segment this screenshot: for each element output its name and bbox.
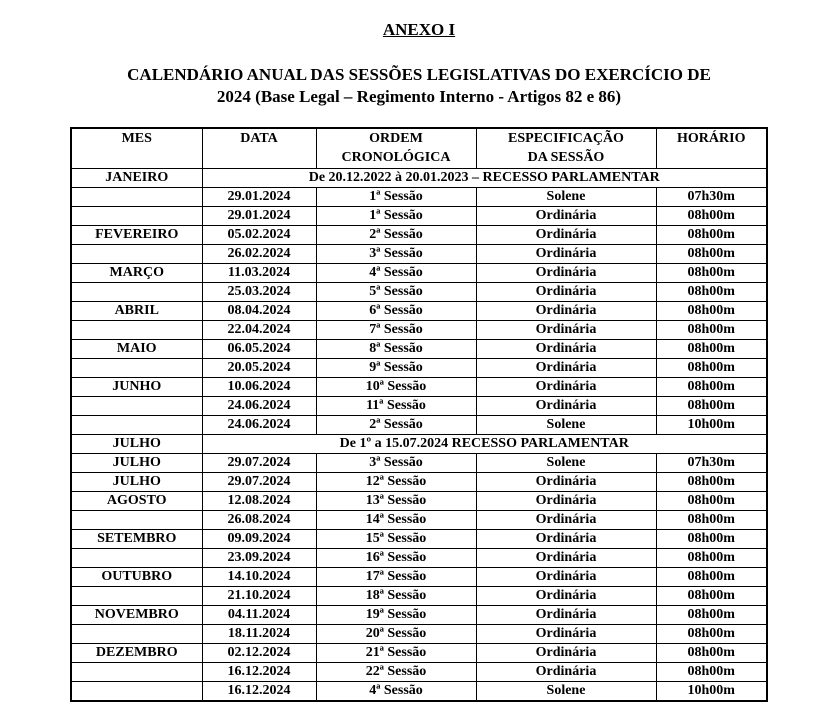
order-cell: 21ª Sessão <box>316 643 476 662</box>
month-cell <box>71 681 202 701</box>
order-cell: 11ª Sessão <box>316 396 476 415</box>
session-type-cell: Solene <box>476 187 656 206</box>
session-type-cell: Ordinária <box>476 396 656 415</box>
session-row <box>71 605 767 624</box>
session-type-cell: Ordinária <box>476 263 656 282</box>
month-cell <box>71 244 202 263</box>
time-cell: 08h00m <box>656 320 767 339</box>
session-type-cell: Ordinária <box>476 643 656 662</box>
month-cell: AGOSTO <box>71 491 202 510</box>
session-row <box>71 491 767 510</box>
col-header-mes-line1: MES <box>121 131 152 146</box>
col-header-horario <box>656 128 767 168</box>
session-type-cell: Ordinária <box>476 510 656 529</box>
session-row <box>71 244 767 263</box>
date-cell: 16.12.2024 <box>202 681 316 701</box>
session-row <box>71 586 767 605</box>
order-cell: 2ª Sessão <box>316 415 476 434</box>
month-cell: JUNHO <box>71 377 202 396</box>
col-header-mes <box>71 128 202 168</box>
date-cell: 18.11.2024 <box>202 624 316 643</box>
time-cell: 08h00m <box>656 339 767 358</box>
recess-cell: De 1º a 15.07.2024 RECESSO PARLAMENTAR <box>202 434 767 453</box>
page-title-text: ANEXO I <box>382 20 456 39</box>
col-header-ordem-line1: ORDEM <box>369 131 423 146</box>
session-type-cell: Ordinária <box>476 225 656 244</box>
col-header-data <box>202 128 316 168</box>
order-cell: 1ª Sessão <box>316 187 476 206</box>
page-title <box>0 20 838 40</box>
session-type-cell: Ordinária <box>476 339 656 358</box>
month-cell: NOVEMBRO <box>71 605 202 624</box>
month-cell: SETEMBRO <box>71 529 202 548</box>
session-row <box>71 415 767 434</box>
month-cell <box>71 586 202 605</box>
time-cell: 08h00m <box>656 301 767 320</box>
session-row <box>71 624 767 643</box>
time-cell: 08h00m <box>656 510 767 529</box>
col-header-especificacao-line1: ESPECIFICAÇÃO <box>508 131 624 146</box>
order-cell: 20ª Sessão <box>316 624 476 643</box>
time-cell: 08h00m <box>656 282 767 301</box>
date-cell: 25.03.2024 <box>202 282 316 301</box>
month-cell <box>71 320 202 339</box>
session-row <box>71 282 767 301</box>
session-row <box>71 567 767 586</box>
month-cell: MARÇO <box>71 263 202 282</box>
session-row <box>71 396 767 415</box>
col-header-ordem-line2: CRONOLÓGICA <box>341 150 451 165</box>
time-cell: 07h30m <box>656 453 767 472</box>
month-cell: JULHO <box>71 453 202 472</box>
date-cell: 29.07.2024 <box>202 453 316 472</box>
order-cell: 8ª Sessão <box>316 339 476 358</box>
order-cell: 3ª Sessão <box>316 453 476 472</box>
table-header-row <box>71 128 767 168</box>
order-cell: 4ª Sessão <box>316 263 476 282</box>
date-cell: 21.10.2024 <box>202 586 316 605</box>
order-cell: 4ª Sessão <box>316 681 476 701</box>
session-type-cell: Ordinária <box>476 586 656 605</box>
month-cell <box>71 358 202 377</box>
session-type-cell: Ordinária <box>476 301 656 320</box>
session-type-cell: Ordinária <box>476 244 656 263</box>
order-cell: 16ª Sessão <box>316 548 476 567</box>
session-type-cell: Solene <box>476 415 656 434</box>
date-cell: 05.02.2024 <box>202 225 316 244</box>
order-cell: 6ª Sessão <box>316 301 476 320</box>
session-type-cell: Ordinária <box>476 624 656 643</box>
session-row <box>71 472 767 491</box>
session-row <box>71 529 767 548</box>
order-cell: 13ª Sessão <box>316 491 476 510</box>
time-cell: 08h00m <box>656 206 767 225</box>
date-cell: 26.02.2024 <box>202 244 316 263</box>
session-row <box>71 453 767 472</box>
session-row <box>71 681 767 701</box>
date-cell: 26.08.2024 <box>202 510 316 529</box>
session-type-cell: Ordinária <box>476 320 656 339</box>
time-cell: 08h00m <box>656 263 767 282</box>
subtitle-line-2: 2024 (Base Legal – Regimento Interno - Artigos 82 e 86) <box>216 87 622 106</box>
date-cell: 29.07.2024 <box>202 472 316 491</box>
session-type-cell: Ordinária <box>476 472 656 491</box>
month-cell: FEVEREIRO <box>71 225 202 244</box>
session-row <box>71 320 767 339</box>
session-type-cell: Solene <box>476 453 656 472</box>
date-cell: 09.09.2024 <box>202 529 316 548</box>
time-cell: 08h00m <box>656 662 767 681</box>
order-cell: 14ª Sessão <box>316 510 476 529</box>
session-row <box>71 206 767 225</box>
date-cell: 08.04.2024 <box>202 301 316 320</box>
date-cell: 11.03.2024 <box>202 263 316 282</box>
session-row <box>71 510 767 529</box>
time-cell: 08h00m <box>656 244 767 263</box>
session-type-cell: Solene <box>476 681 656 701</box>
col-header-ordem-cronologica <box>316 128 476 168</box>
time-cell: 08h00m <box>656 396 767 415</box>
time-cell: 10h00m <box>656 415 767 434</box>
time-cell: 08h00m <box>656 605 767 624</box>
month-cell <box>71 282 202 301</box>
col-header-horario-line1: HORÁRIO <box>677 131 746 146</box>
order-cell: 3ª Sessão <box>316 244 476 263</box>
date-cell: 14.10.2024 <box>202 567 316 586</box>
table-body <box>71 168 767 701</box>
date-cell: 24.06.2024 <box>202 415 316 434</box>
sessions-calendar-table <box>70 127 768 702</box>
order-cell: 12ª Sessão <box>316 472 476 491</box>
session-type-cell: Ordinária <box>476 567 656 586</box>
session-row <box>71 187 767 206</box>
page-subtitle <box>0 64 838 108</box>
session-type-cell: Ordinária <box>476 206 656 225</box>
col-header-data-line1: DATA <box>240 131 278 146</box>
session-type-cell: Ordinária <box>476 491 656 510</box>
date-cell: 24.06.2024 <box>202 396 316 415</box>
date-cell: 02.12.2024 <box>202 643 316 662</box>
month-cell <box>71 510 202 529</box>
session-row <box>71 377 767 396</box>
month-cell: JULHO <box>71 472 202 491</box>
session-type-cell: Ordinária <box>476 358 656 377</box>
month-cell: ABRIL <box>71 301 202 320</box>
month-cell <box>71 206 202 225</box>
month-cell <box>71 415 202 434</box>
time-cell: 08h00m <box>656 567 767 586</box>
time-cell: 08h00m <box>656 643 767 662</box>
col-header-especificacao-sessao <box>476 128 656 168</box>
date-cell: 16.12.2024 <box>202 662 316 681</box>
time-cell: 07h30m <box>656 187 767 206</box>
date-cell: 22.04.2024 <box>202 320 316 339</box>
session-row <box>71 225 767 244</box>
date-cell: 29.01.2024 <box>202 206 316 225</box>
session-row <box>71 643 767 662</box>
session-row <box>71 301 767 320</box>
subtitle-line-1: CALENDÁRIO ANUAL DAS SESSÕES LEGISLATIVAS DO EXERCÍCIO DE <box>127 65 711 84</box>
month-cell: MAIO <box>71 339 202 358</box>
month-cell <box>71 662 202 681</box>
order-cell: 15ª Sessão <box>316 529 476 548</box>
col-header-especificacao-line2: DA SESSÃO <box>527 150 605 165</box>
month-cell <box>71 396 202 415</box>
session-type-cell: Ordinária <box>476 529 656 548</box>
time-cell: 08h00m <box>656 377 767 396</box>
session-type-cell: Ordinária <box>476 605 656 624</box>
month-cell: OUTUBRO <box>71 567 202 586</box>
time-cell: 10h00m <box>656 681 767 701</box>
session-type-cell: Ordinária <box>476 548 656 567</box>
date-cell: 12.08.2024 <box>202 491 316 510</box>
date-cell: 04.11.2024 <box>202 605 316 624</box>
month-cell <box>71 624 202 643</box>
time-cell: 08h00m <box>656 225 767 244</box>
time-cell: 08h00m <box>656 624 767 643</box>
session-row <box>71 339 767 358</box>
date-cell: 10.06.2024 <box>202 377 316 396</box>
time-cell: 08h00m <box>656 548 767 567</box>
recess-row <box>71 434 767 453</box>
order-cell: 10ª Sessão <box>316 377 476 396</box>
session-row <box>71 263 767 282</box>
time-cell: 08h00m <box>656 472 767 491</box>
session-row <box>71 548 767 567</box>
recess-cell: De 20.12.2022 à 20.01.2023 – RECESSO PARLAMENTAR <box>202 168 767 187</box>
month-cell <box>71 548 202 567</box>
date-cell: 20.05.2024 <box>202 358 316 377</box>
time-cell: 08h00m <box>656 491 767 510</box>
time-cell: 08h00m <box>656 358 767 377</box>
time-cell: 08h00m <box>656 529 767 548</box>
date-cell: 23.09.2024 <box>202 548 316 567</box>
month-cell <box>71 187 202 206</box>
order-cell: 5ª Sessão <box>316 282 476 301</box>
order-cell: 2ª Sessão <box>316 225 476 244</box>
session-type-cell: Ordinária <box>476 282 656 301</box>
order-cell: 17ª Sessão <box>316 567 476 586</box>
time-cell: 08h00m <box>656 586 767 605</box>
order-cell: 7ª Sessão <box>316 320 476 339</box>
date-cell: 06.05.2024 <box>202 339 316 358</box>
order-cell: 9ª Sessão <box>316 358 476 377</box>
session-type-cell: Ordinária <box>476 662 656 681</box>
recess-row <box>71 168 767 187</box>
session-row <box>71 358 767 377</box>
month-cell: DEZEMBRO <box>71 643 202 662</box>
order-cell: 18ª Sessão <box>316 586 476 605</box>
date-cell: 29.01.2024 <box>202 187 316 206</box>
month-cell: JANEIRO <box>71 168 202 187</box>
order-cell: 19ª Sessão <box>316 605 476 624</box>
session-type-cell: Ordinária <box>476 377 656 396</box>
session-row <box>71 662 767 681</box>
order-cell: 22ª Sessão <box>316 662 476 681</box>
month-cell: JULHO <box>71 434 202 453</box>
order-cell: 1ª Sessão <box>316 206 476 225</box>
